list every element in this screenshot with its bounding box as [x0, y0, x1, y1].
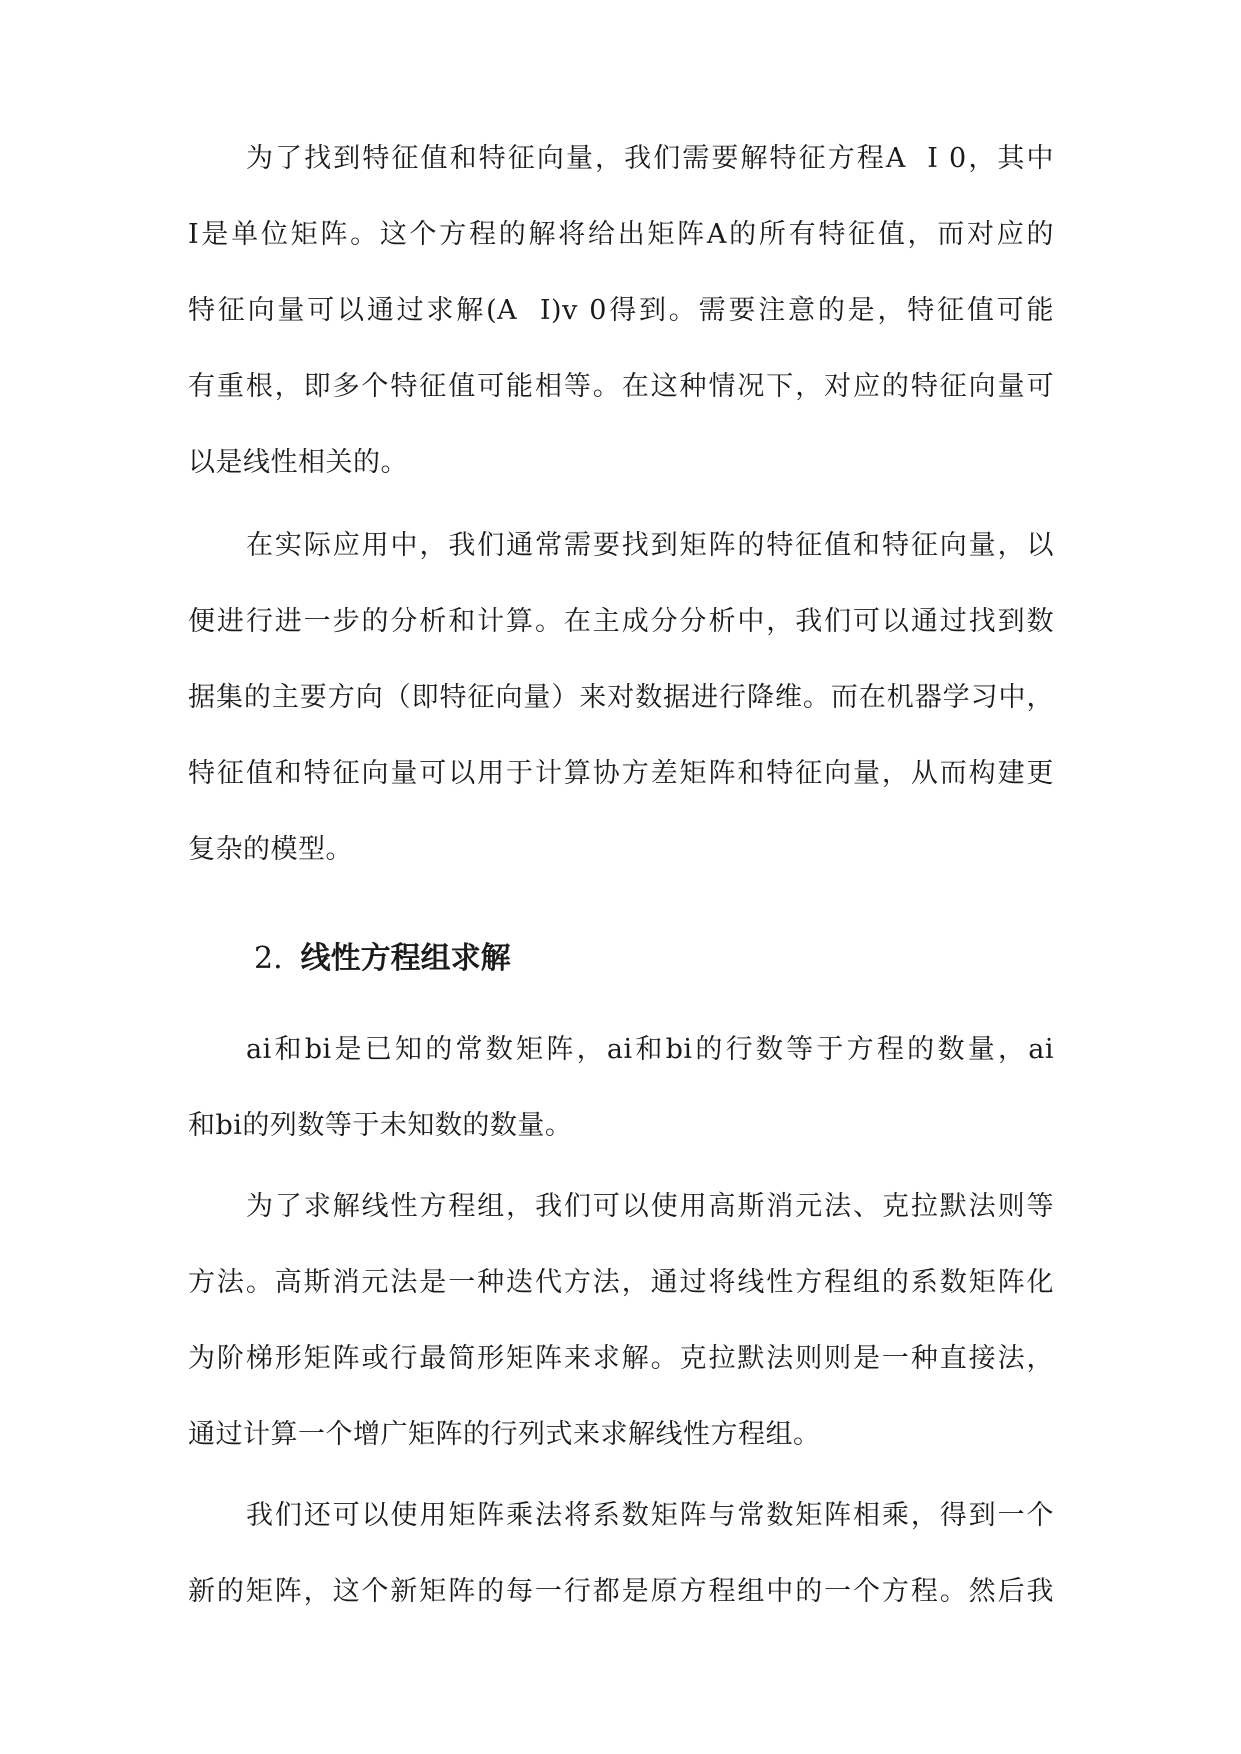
paragraph-eigen-equation — [188, 121, 1054, 501]
paragraph-matrix-multiplication — [188, 1478, 1054, 1630]
paragraph-applications — [188, 508, 1054, 888]
text-line: 复杂的模型。 — [188, 834, 353, 865]
text-line: 新的矩阵，这个新矩阵的每一行都是原方程组中的一个方程。然后我 — [188, 1576, 1054, 1607]
text-line: ai和bi是已知的常数矩阵，ai和bi的行数等于方程的数量，ai — [246, 1034, 1054, 1065]
text-line: 方法。高斯消元法是一种迭代方法，通过将线性方程组的系数矩阵化 — [188, 1267, 1054, 1298]
section-heading — [254, 935, 511, 983]
text-line: 据集的主要方向（即特征向量）来对数据进行降维。而在机器学习中， — [188, 682, 1054, 713]
text-line: 便进行进一步的分析和计算。在主成分分析中，我们可以通过找到数 — [188, 606, 1054, 637]
paragraph-solving-methods — [188, 1169, 1054, 1473]
text-line: 为阶梯形矩阵或行最简形矩阵来求解。克拉默法则则是一种直接法， — [188, 1343, 1054, 1374]
text-line: 和bi的列数等于未知数的数量。 — [188, 1110, 573, 1141]
section-number: 2. — [254, 941, 283, 976]
text-line: 为了求解线性方程组，我们可以使用高斯消元法、克拉默法则等 — [246, 1191, 1054, 1222]
section-title: 线性方程组求解 — [300, 941, 511, 976]
text-line: 以是线性相关的。 — [188, 447, 408, 478]
text-line: 有重根，即多个特征值可能相等。在这种情况下，对应的特征向量可 — [188, 371, 1054, 402]
paragraph-constant-matrices — [188, 1012, 1054, 1164]
text-line: 我们还可以使用矩阵乘法将系数矩阵与常数矩阵相乘，得到一个 — [246, 1500, 1054, 1531]
text-line: 为了找到特征值和特征向量，我们需要解特征方程A I 0，其中 — [246, 143, 1054, 174]
text-line: 特征向量可以通过求解(A I)v 0得到。需要注意的是，特征值可能 — [188, 295, 1054, 326]
text-line: I是单位矩阵。这个方程的解将给出矩阵A的所有特征值，而对应的 — [188, 219, 1054, 250]
text-line: 特征值和特征向量可以用于计算协方差矩阵和特征向量，从而构建更 — [188, 758, 1054, 789]
text-line: 在实际应用中，我们通常需要找到矩阵的特征值和特征向量，以 — [246, 530, 1054, 561]
text-line: 通过计算一个增广矩阵的行列式来求解线性方程组。 — [188, 1419, 821, 1450]
